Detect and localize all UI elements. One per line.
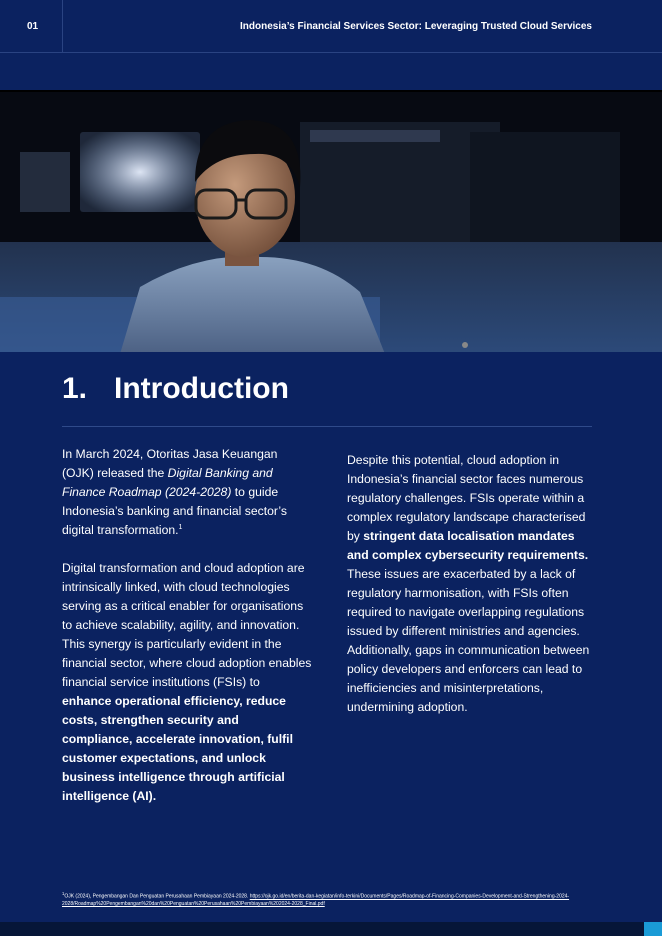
page-number: 01 (27, 21, 39, 32)
paragraph-cloud-adoption (62, 559, 312, 806)
document-title: Indonesia’s Financial Services Sector: Leveraging Trusted Cloud Services (240, 21, 592, 32)
footnote-marker: 1 (62, 891, 65, 896)
text-span: Despite this potential, cloud adoption in Indonesia’s financial sector faces numerous regulatory challenges. FSIs operate within a complex regulatory landscape characterised by (347, 453, 586, 543)
footnote-link[interactable]: https://ojk.go.id/en/berita-dan-kegiatan/info-terkini/Documents/Pages/Roadmap-of-Financing-Companies-Development-and-Strengthening-2024-2028/Roadmap%20Pengembangan%20dan%20Penguatan%20Perusahaan%20Pembiayaan%202024-2028_Final.pdf (62, 893, 570, 907)
footnote (62, 890, 582, 908)
person-at-computer-illustration (0, 92, 662, 352)
section-heading (62, 372, 289, 406)
section-title: Introduction (114, 372, 289, 405)
hero-photo (0, 90, 662, 352)
section-number: 1. (62, 372, 88, 405)
heading-divider (62, 426, 592, 427)
emphasis-text: stringent data localisation mandates and complex cybersecurity requirements. (347, 529, 589, 562)
paragraph-roadmap (62, 445, 312, 540)
left-column (62, 445, 312, 825)
text-span: These issues are exacerbated by a lack of regulatory harmonisation, with FSIs often required to navigate overlapping regulations issued by different ministries and agencies. Additionally, gaps in communication between policy developers and enforcers can lead to inefficiencies and misinterpretations, undermining adoption. (347, 567, 590, 714)
page-header (0, 0, 662, 53)
emphasis-text: enhance operational efficiency, reduce costs, strengthen security and compliance, accelerate innovation, fulfil customer expectations, and unlock business intelligence through artificial intelligence (AI). (62, 694, 293, 803)
text-span: In March 2024, Otoritas Jasa Keuangan (OJK) released the (62, 447, 278, 480)
roadmap-title: Digital Banking and Finance Roadmap (2024-2028) (62, 466, 273, 499)
footer-bar (0, 922, 662, 936)
footnote-text: OJK (2024), Pengembangan Dan Penguatan Perusahaan Pembiayaan 2024-2028. (64, 893, 250, 900)
right-column (347, 451, 597, 736)
footnote-reference[interactable]: 1 (178, 523, 183, 531)
text-span: Digital transformation and cloud adoption are intrinsically linked, with cloud technologies serving as a critical enabler for organisations to achieve scalability, agility, and innovation. This synergy is particularly evident in the financial sector, where cloud adoption enables financial service institutions (FSIs) to (62, 561, 312, 689)
text-span: to guide Indonesia’s banking and financial sector’s digital transformation. (62, 485, 287, 537)
footer-accent (644, 922, 662, 936)
header-divider (62, 0, 63, 53)
paragraph-challenges (347, 451, 597, 717)
